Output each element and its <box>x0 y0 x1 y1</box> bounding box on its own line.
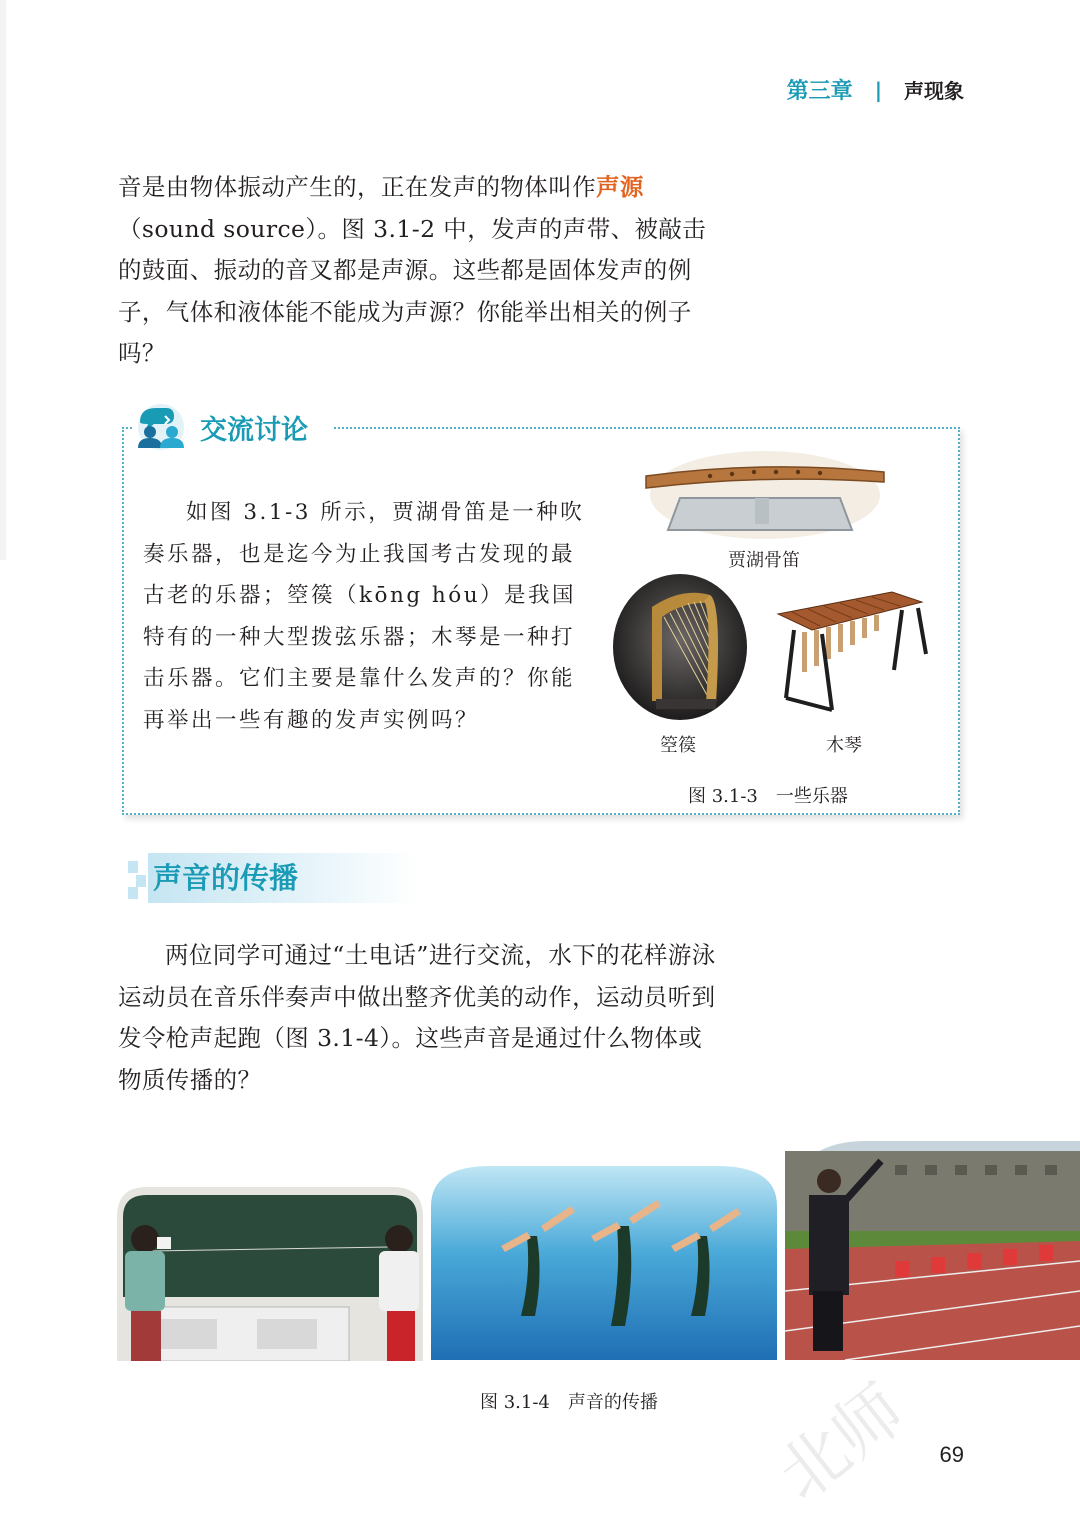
synchronized-swimming-photo <box>431 1166 777 1360</box>
watermark: 北师 <box>763 1370 920 1517</box>
page-edge-strip <box>0 0 6 560</box>
starting-gun-race-photo <box>785 1141 1080 1360</box>
flute-label: 贾湖骨笛 <box>728 550 800 571</box>
discussion-header <box>132 400 332 454</box>
propagation-paragraph <box>118 935 718 1101</box>
harp-label: 箜篌 <box>660 735 696 756</box>
xylophone-label: 木琴 <box>826 735 862 756</box>
intro-paragraph <box>118 167 718 375</box>
figure-3-1-3-caption: 图 3.1-3 一些乐器 <box>688 786 848 807</box>
harp-image <box>612 573 748 721</box>
header-separator: | <box>874 77 882 102</box>
tin-can-telephone-photo <box>117 1187 423 1361</box>
xylophone-image <box>772 586 932 716</box>
discussion-people-icon <box>132 402 190 452</box>
figure-3-1-4-caption: 图 3.1-4 声音的传播 <box>480 1392 658 1413</box>
discussion-title: 交流讨论 <box>200 414 308 446</box>
bone-flute-image <box>640 450 890 540</box>
intro-text-start: 音是由物体振动产生的，正在发声的物体叫作 <box>118 173 596 201</box>
discussion-text <box>143 492 588 741</box>
discussion-paragraph: 如图 3.1-3 所示，贾湖骨笛是一种吹奏乐器，也是迄今为止我国考古发现的最古老的乐器；箜篌（kōng hóu）是我国特有的一种大型拨弦乐器；木琴是一种打击乐器。它们主要是靠什么发声的？你能再举出一些有趣的发声实例吗？ <box>143 500 585 733</box>
section-title-propagation: 声音的传播 <box>153 861 299 895</box>
section-label: 声现象 <box>904 79 964 103</box>
page-number: 69 <box>939 1442 964 1467</box>
keyword-sound-source: 声源 <box>596 173 644 201</box>
intro-text-rest: （sound source）。图 3.1-2 中，发声的声带、被敲击的鼓面、振动的音叉都是声源。这些都是固体发声的例子，气体和液体能不能成为声源？你能举出相关的例子吗？ <box>118 214 707 367</box>
running-header <box>787 74 964 105</box>
propagation-text: 两位同学可通过“土电话”进行交流，水下的花样游泳运动员在音乐伴奏声中做出整齐优美的动作，运动员听到发令枪声起跑（图 3.1-4）。这些声音是通过什么物体或物质传播的？ <box>118 941 716 1094</box>
chapter-label: 第三章 <box>786 79 853 104</box>
